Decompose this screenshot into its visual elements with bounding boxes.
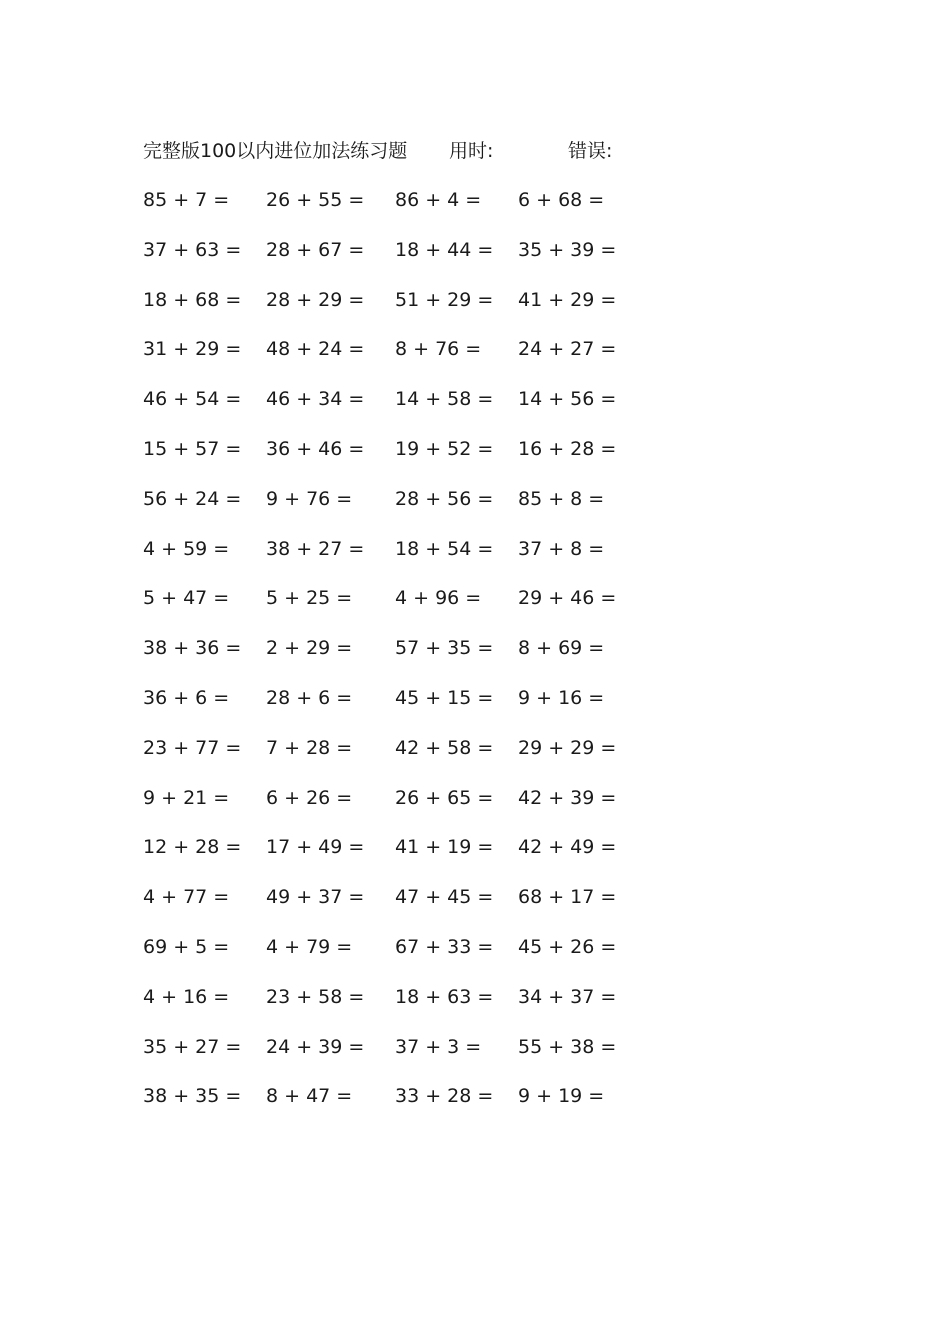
addition-problem: 38 + 36 = bbox=[143, 637, 242, 660]
problem-row bbox=[0, 435, 950, 485]
addition-problem: 85 + 7 = bbox=[143, 189, 230, 211]
addition-problem: 14 + 56 = bbox=[518, 388, 617, 411]
addition-problem: 45 + 26 = bbox=[518, 935, 617, 958]
addition-problem: 18 + 63 = bbox=[395, 985, 494, 1008]
problem-row bbox=[0, 933, 950, 983]
problem-row bbox=[0, 236, 950, 286]
addition-problem: 36 + 46 = bbox=[266, 437, 365, 460]
addition-problem: 4 + 77 = bbox=[143, 886, 230, 909]
addition-problem: 38 + 27 = bbox=[266, 537, 365, 560]
worksheet-header bbox=[0, 137, 950, 165]
addition-problem: 35 + 39 = bbox=[518, 238, 617, 261]
addition-problem: 55 + 38 = bbox=[518, 1035, 617, 1058]
problem-row bbox=[0, 883, 950, 933]
problem-row bbox=[0, 335, 950, 385]
addition-problem: 23 + 58 = bbox=[266, 985, 365, 1008]
addition-problem: 41 + 29 = bbox=[518, 288, 617, 311]
problem-row bbox=[0, 684, 950, 734]
addition-problem: 19 + 52 = bbox=[395, 437, 494, 460]
addition-problem: 37 + 63 = bbox=[143, 238, 242, 261]
addition-problem: 37 + 8 = bbox=[518, 537, 605, 560]
addition-problem: 18 + 68 = bbox=[143, 288, 242, 311]
addition-problem: 69 + 5 = bbox=[143, 935, 230, 958]
addition-problem: 6 + 68 = bbox=[518, 189, 605, 211]
addition-problem: 26 + 55 = bbox=[266, 189, 365, 211]
problem-row bbox=[0, 983, 950, 1033]
addition-problem: 56 + 24 = bbox=[143, 487, 242, 510]
addition-problem: 36 + 6 = bbox=[143, 686, 230, 709]
addition-problem: 33 + 28 = bbox=[395, 1085, 494, 1108]
addition-problem: 18 + 44 = bbox=[395, 238, 494, 261]
problem-row bbox=[0, 1082, 950, 1132]
addition-problem: 24 + 39 = bbox=[266, 1035, 365, 1058]
addition-problem: 37 + 3 = bbox=[395, 1035, 482, 1058]
addition-problem: 4 + 16 = bbox=[143, 985, 230, 1008]
addition-problem: 47 + 45 = bbox=[395, 886, 494, 909]
addition-problem: 9 + 21 = bbox=[143, 786, 230, 809]
addition-problem: 42 + 49 = bbox=[518, 836, 617, 859]
addition-problem: 7 + 28 = bbox=[266, 736, 353, 759]
addition-problem: 28 + 6 = bbox=[266, 686, 353, 709]
addition-problem: 5 + 47 = bbox=[143, 587, 230, 610]
problem-row bbox=[0, 186, 950, 236]
addition-problem: 26 + 65 = bbox=[395, 786, 494, 809]
addition-problem: 9 + 19 = bbox=[518, 1085, 605, 1108]
addition-problem: 48 + 24 = bbox=[266, 338, 365, 361]
addition-problem: 42 + 39 = bbox=[518, 786, 617, 809]
addition-problem: 29 + 46 = bbox=[518, 587, 617, 610]
addition-problem: 2 + 29 = bbox=[266, 637, 353, 660]
addition-problem: 57 + 35 = bbox=[395, 637, 494, 660]
addition-problem: 46 + 34 = bbox=[266, 388, 365, 411]
problem-row bbox=[0, 634, 950, 684]
addition-problem: 46 + 54 = bbox=[143, 388, 242, 411]
problem-grid bbox=[0, 186, 950, 1132]
addition-problem: 45 + 15 = bbox=[395, 686, 494, 709]
errors-label: 错误: bbox=[568, 140, 613, 162]
problem-row bbox=[0, 535, 950, 585]
addition-problem: 9 + 76 = bbox=[266, 487, 353, 510]
addition-problem: 49 + 37 = bbox=[266, 886, 365, 909]
addition-problem: 14 + 58 = bbox=[395, 388, 494, 411]
addition-problem: 31 + 29 = bbox=[143, 338, 242, 361]
addition-problem: 67 + 33 = bbox=[395, 935, 494, 958]
time-used-label: 用时: bbox=[449, 140, 494, 162]
addition-problem: 16 + 28 = bbox=[518, 437, 617, 460]
addition-problem: 28 + 29 = bbox=[266, 288, 365, 311]
problem-row bbox=[0, 485, 950, 535]
problem-row bbox=[0, 784, 950, 834]
addition-problem: 85 + 8 = bbox=[518, 487, 605, 510]
addition-problem: 28 + 56 = bbox=[395, 487, 494, 510]
addition-problem: 35 + 27 = bbox=[143, 1035, 242, 1058]
addition-problem: 8 + 69 = bbox=[518, 637, 605, 660]
addition-problem: 4 + 59 = bbox=[143, 537, 230, 560]
addition-problem: 8 + 47 = bbox=[266, 1085, 353, 1108]
problem-row bbox=[0, 1033, 950, 1083]
addition-problem: 12 + 28 = bbox=[143, 836, 242, 859]
addition-problem: 4 + 96 = bbox=[395, 587, 482, 610]
addition-problem: 38 + 35 = bbox=[143, 1085, 242, 1108]
addition-problem: 15 + 57 = bbox=[143, 437, 242, 460]
problem-row bbox=[0, 734, 950, 784]
addition-problem: 8 + 76 = bbox=[395, 338, 482, 361]
addition-problem: 4 + 79 = bbox=[266, 935, 353, 958]
worksheet-title: 完整版100以内进位加法练习题 bbox=[143, 140, 408, 162]
problem-row bbox=[0, 584, 950, 634]
addition-problem: 24 + 27 = bbox=[518, 338, 617, 361]
addition-problem: 6 + 26 = bbox=[266, 786, 353, 809]
addition-problem: 28 + 67 = bbox=[266, 238, 365, 261]
addition-problem: 23 + 77 = bbox=[143, 736, 242, 759]
problem-row bbox=[0, 286, 950, 336]
problem-row bbox=[0, 833, 950, 883]
addition-problem: 41 + 19 = bbox=[395, 836, 494, 859]
addition-problem: 18 + 54 = bbox=[395, 537, 494, 560]
addition-problem: 9 + 16 = bbox=[518, 686, 605, 709]
addition-problem: 86 + 4 = bbox=[395, 189, 482, 211]
addition-problem: 17 + 49 = bbox=[266, 836, 365, 859]
addition-problem: 5 + 25 = bbox=[266, 587, 353, 610]
problem-row bbox=[0, 385, 950, 435]
addition-problem: 51 + 29 = bbox=[395, 288, 494, 311]
addition-problem: 34 + 37 = bbox=[518, 985, 617, 1008]
addition-problem: 42 + 58 = bbox=[395, 736, 494, 759]
addition-problem: 68 + 17 = bbox=[518, 886, 617, 909]
addition-problem: 29 + 29 = bbox=[518, 736, 617, 759]
